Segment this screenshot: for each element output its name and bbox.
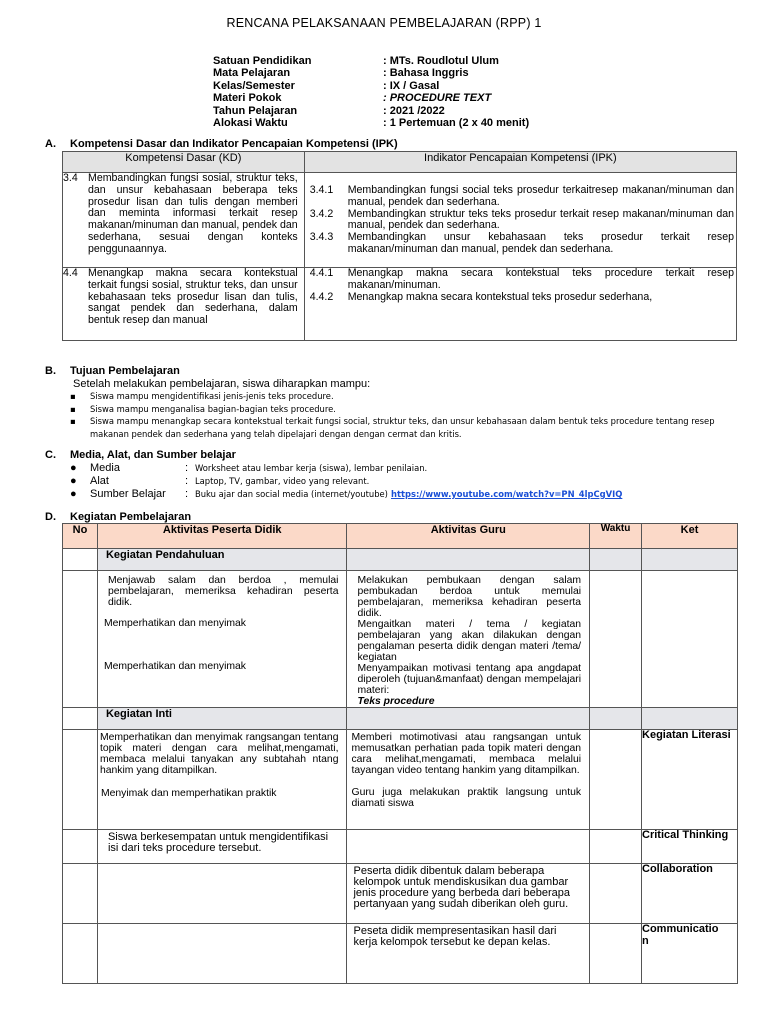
guru-emphasis: Teks procedure xyxy=(357,696,435,707)
media-row: ● Alat : Laptop, TV, gambar, video yang relevant. xyxy=(70,475,370,487)
section-label: A. xyxy=(45,138,56,150)
guru-activity: Memberi motimotivasi atau rangsangan untuk memusatkan perhatian pada topik materi dengan cara melihat,mengamati, membaca melalui tayangan video tentang hankim yang ditampilkan. xyxy=(351,732,582,776)
inti-guru xyxy=(347,730,590,830)
col-siswa: Aktivitas Peserta Didik xyxy=(97,524,347,549)
media-value: Worksheet atau lembar kerja (siswa), lembar penilaian. xyxy=(195,463,428,473)
bullet-icon: ● xyxy=(70,462,77,474)
meta-key: Kelas/Semester xyxy=(213,79,295,92)
meta-value: : 2021 /2022 xyxy=(383,104,445,117)
phase-inti xyxy=(97,708,347,730)
meta-row xyxy=(213,67,529,79)
guru-activity: Menyampaikan motivasi tentang apa angdapat diperoleh (tujuan&manfaat) dengan mempelajari materi: xyxy=(357,663,582,696)
siswa-activity: Memperhatikan dan menyimak xyxy=(103,661,247,672)
ket-text: Communication xyxy=(642,923,719,947)
ket-label: Critical Thinking xyxy=(642,830,738,864)
media-key: Media xyxy=(90,462,120,474)
list-item xyxy=(70,415,725,440)
guru-activity: Mengaitkan materi / tema / kegiatan pembelajaran yang akan dilakukan dengan pengalaman peserta didik dengan materi /tema/ kegiatan xyxy=(357,619,582,663)
media-key: Sumber Belajar xyxy=(90,488,166,500)
siswa-activity: Memperhatikan dan menyimak xyxy=(103,618,247,629)
col-guru: Aktivitas Guru xyxy=(347,524,590,549)
ipk-text: Menangkap makna secara kontekstual teks procedure terkait resep makanan/minuman. xyxy=(347,267,734,291)
section-b-heading xyxy=(45,365,180,377)
meta-key: Alokasi Waktu xyxy=(213,117,288,130)
list-item-text: Siswa mampu menganalisa bagian-bagian teks procedure. xyxy=(90,403,336,414)
kd-cell xyxy=(63,268,305,341)
ipk-text: Menangkap makna secara kontekstual teks prosedur sederhana, xyxy=(347,290,653,303)
bullet-icon: ▪ xyxy=(70,391,76,401)
col-waktu-label: Waktu xyxy=(600,523,631,534)
ipk-number: 4.4.1 xyxy=(309,267,334,279)
media-key: Alat xyxy=(90,475,109,487)
section-c-heading xyxy=(45,449,236,461)
section-label: C. xyxy=(45,449,56,461)
media-value: Buku ajar dan social media (internet/youtube) xyxy=(195,489,388,499)
col-waktu xyxy=(590,524,642,549)
section-title: Kompetensi Dasar dan Indikator Pencapaian Kompetensi (IPK) xyxy=(70,138,398,150)
media-list xyxy=(70,462,622,501)
ipk-cell xyxy=(304,268,736,341)
ipk-item xyxy=(310,232,736,256)
list-item xyxy=(70,390,725,403)
phase-label: Kegiatan Inti xyxy=(105,708,172,720)
meta-row xyxy=(213,55,529,67)
col-no: No xyxy=(63,524,98,549)
section-title: Kegiatan Pembelajaran xyxy=(70,511,192,523)
guru-activity: Melakukan pembukaan dengan salam pembukadan berdoa untuk memulai pembelajaran, memeriksa kehadiran peserta didik. xyxy=(357,575,582,619)
pendahuluan-siswa xyxy=(97,571,347,708)
ipk-number: 3.4.3 xyxy=(309,231,334,244)
inti-guru xyxy=(347,924,590,984)
ipk-number: 3.4.1 xyxy=(309,184,334,196)
ipk-item xyxy=(310,185,736,209)
meta-value: : 1 Pertemuan (2 x 40 menit) xyxy=(383,117,530,130)
siswa-activity: Menjawab salam dan berdoa , memulai pembelajaran, memeriksa kehadiran peserta didik. xyxy=(107,575,339,608)
meta-value: : PROCEDURE TEXT xyxy=(383,92,492,105)
list-item-text: Siswa mampu mengidentifikasi jenis-jenis teks procedure. xyxy=(90,391,334,401)
ket-label: Kegiatan Literasi xyxy=(642,730,738,830)
pendahuluan-guru xyxy=(347,571,590,708)
ipk-item xyxy=(310,268,736,292)
ket-label: Collaboration xyxy=(642,864,738,924)
ipk-text: Membandingkan fungsi social teks prosedur terkaitresep makanan/minuman dan manual, pendek dan sederhana. xyxy=(347,184,734,208)
meta-key: Tahun Pelajaran xyxy=(213,104,298,117)
inti-siswa xyxy=(97,730,347,830)
kd-header: Kompetensi Dasar (KD) xyxy=(63,152,305,173)
ipk-text: Membandingkan unsur kebahasaan teks prosedur terkait resep makanan/minuman dan manual, pendek dan sederhana. xyxy=(347,231,734,255)
meta-row xyxy=(213,117,529,129)
meta-key: Materi Pokok xyxy=(213,92,282,105)
youtube-link[interactable]: https://www.youtube.com/watch?v=PN_4lpCgVIQ xyxy=(391,489,623,499)
meta-value: : MTs. Roudlotul Ulum xyxy=(383,55,499,67)
meta-value: : IX / Gasal xyxy=(383,79,440,92)
identity-block xyxy=(213,55,529,129)
phase-pendahuluan xyxy=(97,549,347,571)
siswa-activity: Siswa berkesempatan untuk mengidentifikasi isi dari teks procedure tersebut. xyxy=(107,831,329,854)
section-label: B. xyxy=(45,365,56,377)
section-a-heading xyxy=(45,138,398,150)
meta-row xyxy=(213,92,529,104)
ipk-item xyxy=(310,292,736,304)
media-row: ● Sumber Belajar : Buku ajar dan social media (internet/youtube) https://www.youtube.com/watch?v=PN_4lpCgVIQ xyxy=(70,488,623,500)
bullet-icon: ▪ xyxy=(70,403,76,414)
tujuan-intro: Setelah melakukan pembelajaran, siswa diharapkan mampu: xyxy=(73,378,371,390)
siswa-activity: Menyimak dan memperhatikan praktik xyxy=(100,788,277,799)
page-title: RENCANA PELAKSANAAN PEMBELAJARAN (RPP) 1 xyxy=(226,16,542,30)
ipk-cell xyxy=(304,173,736,268)
inti-guru xyxy=(347,864,590,924)
ipk-number: 4.4.2 xyxy=(309,290,334,303)
section-label: D. xyxy=(45,511,56,523)
meta-key: Satuan Pendidikan xyxy=(213,55,312,67)
meta-row xyxy=(213,105,529,117)
ipk-item xyxy=(310,209,736,233)
guru-activity: Guru juga melakukan praktik langsung untuk diamati siswa xyxy=(351,787,582,809)
guru-activity: Peseta didik mempresentasikan hasil dari kerja kelompok tersebut ke depan kelas. xyxy=(353,925,557,948)
kd-number: 4.4 xyxy=(63,267,78,279)
siswa-activity: Memperhatikan dan menyimak rangsangan tentang topik materi dengan cara melihat,mengamati, membaca melalui tanyakan any subtahah ntang hankim yang ditampilkan. xyxy=(99,732,339,776)
section-title: Tujuan Pembelajaran xyxy=(70,365,180,377)
kd-table xyxy=(62,151,737,341)
kd-text: Menangkap makna secara kontekstual terkait fungsi sosial, struktur teks, dan unsur kebahasaan teks prosedur lisan dan tulis, sangat pendek dan sederhana, dalam bentuk resep dan manual xyxy=(88,267,298,327)
section-title: Media, Alat, dan Sumber belajar xyxy=(70,449,236,461)
ipk-number: 3.4.2 xyxy=(309,207,334,220)
meta-row xyxy=(213,80,529,92)
guru-activity: Peserta didik dibentuk dalam beberapa kelompok untuk mendiskusikan dua gambar jenis procedure yang berbeda dari beberapa pertanyaan yang sudah diberikan oleh guru. xyxy=(353,865,570,910)
ipk-header: Indikator Pencapaian Kompetensi (IPK) xyxy=(304,152,736,173)
inti-siswa xyxy=(97,830,347,864)
bullet-icon: ● xyxy=(70,488,77,500)
list-item xyxy=(70,403,725,416)
tujuan-list xyxy=(70,390,725,440)
media-row: ● Media : Worksheet atau lembar kerja (siswa), lembar penilaian. xyxy=(70,462,428,474)
kd-text: Membandingkan fungsi sosial, struktur teks, dan unsur kebahasaan beberapa teks prosedur lisan dan tulis dengan memberi dan meminta informasi terkait resep makanan/minuman dan manual, pendek dan sederhana, sesuai dengan konteks penggunaannya. xyxy=(88,172,298,255)
kegiatan-table xyxy=(62,523,738,984)
phase-label: Kegiatan Pendahuluan xyxy=(105,549,225,561)
ipk-text: Membandingkan struktur teks teks prosedur terkait resep makanan/minuman dan manual, pendek dan sederhana. xyxy=(347,207,734,232)
col-ket: Ket xyxy=(642,524,738,549)
meta-value: : Bahasa Inggris xyxy=(383,67,469,80)
meta-key: Mata Pelajaran xyxy=(213,67,291,80)
kd-number: 3.4 xyxy=(63,172,78,184)
ket-label xyxy=(642,924,738,984)
list-item-text: Siswa mampu menangkap secara kontekstual terkait fungsi social, struktur teks, dan unsur kebahasaan dalam bentuk teks procedure tentang resep makanan pendek dan sederhana yang telah dipelajari dengan dengan cermat dan kritis. xyxy=(90,416,715,439)
kd-cell xyxy=(63,173,305,268)
media-value: Laptop, TV, gambar, video yang relevant. xyxy=(195,476,370,486)
bullet-icon: ● xyxy=(70,475,77,487)
bullet-icon: ▪ xyxy=(70,416,76,426)
section-d-heading xyxy=(45,511,191,523)
